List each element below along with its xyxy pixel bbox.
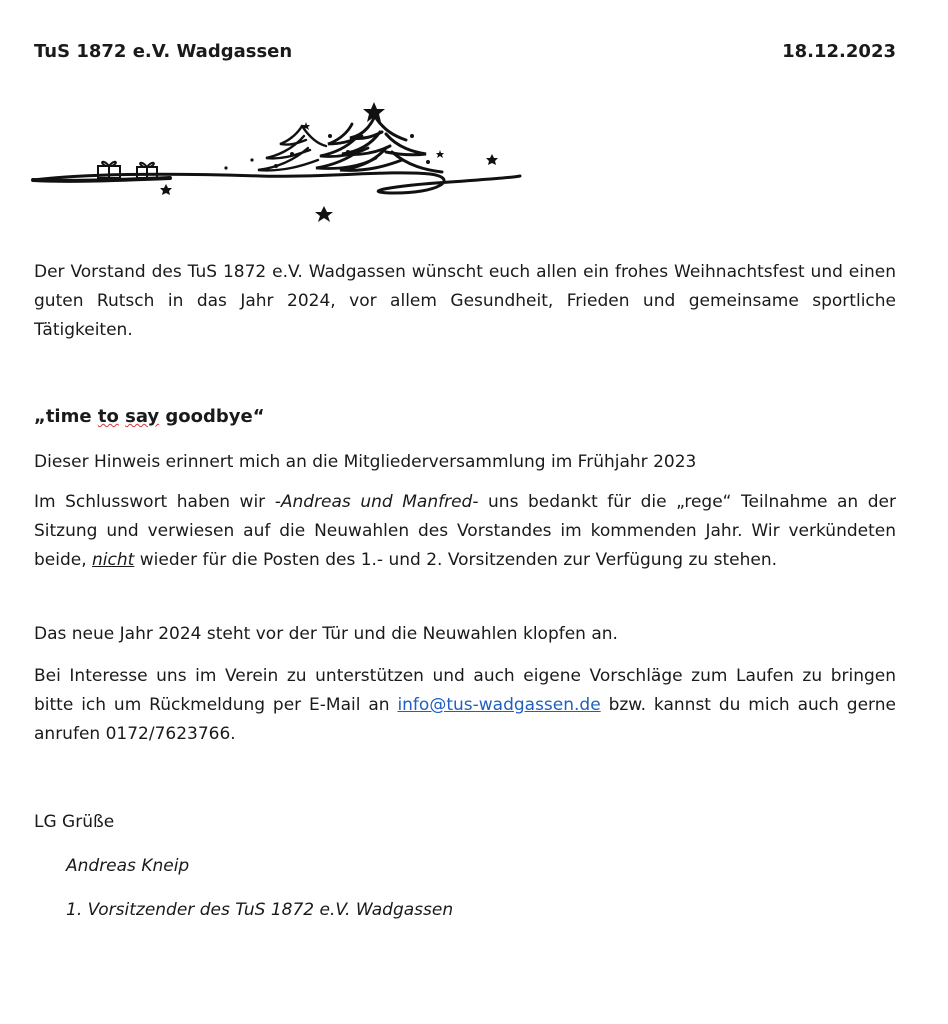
new-year-paragraph: Das neue Jahr 2024 steht vor der Tür und die Neuwahlen klopfen an. bbox=[34, 624, 618, 644]
interest-paragraph bbox=[34, 662, 896, 749]
closing-text-b: uns bedankt für die „rege“ Teilnahme an der Sitzung und verwiesen auf die Neuwahlen des Vorstandes im kommenden Jahr. Wir verkündeten beide, bbox=[34, 492, 896, 570]
closing-text-c: wieder für die Posten des 1.- und 2. Vorsitzenden zur Verfügung zu stehen. bbox=[134, 550, 777, 570]
greeting: LG Grüße bbox=[34, 812, 115, 832]
club-name: TuS 1872 e.V. Wadgassen bbox=[34, 40, 293, 62]
letter-header bbox=[34, 38, 896, 64]
heading-open: „time bbox=[34, 406, 98, 427]
christmas-trees-gifts-stars-icon bbox=[30, 96, 525, 224]
heading-word-say: say bbox=[125, 406, 160, 427]
signature-role: 1. Vorsitzender des TuS 1872 e.V. Wadgassen bbox=[66, 900, 454, 920]
email-link[interactable]: info@tus-wadgassen.de bbox=[397, 695, 601, 715]
heading-close: goodbye“ bbox=[159, 406, 265, 427]
letter-date: 18.12.2023 bbox=[782, 40, 896, 62]
section-heading bbox=[34, 402, 896, 431]
reminder-paragraph: Dieser Hinweis erinnert mich an die Mitgliederversammlung im Frühjahr 2023 bbox=[34, 452, 697, 472]
signature-name: Andreas Kneip bbox=[66, 856, 190, 876]
closing-text-a: Im Schlusswort haben wir bbox=[34, 492, 275, 512]
interest-text-a: Bei Interesse uns im Verein zu unterstützen und auch eigene Vorschläge zum Laufen zu bringen bitte ich um Rückmeldung per E-Mail an bbox=[34, 666, 896, 715]
intro-paragraph: Der Vorstand des TuS 1872 e.V. Wadgassen wünscht euch allen ein frohes Weihnachtsfest und einen guten Rutsch in das Jahr 2024, vor allem Gesundheit, Frieden und gemeinsame sportliche Tätigkeiten. bbox=[34, 262, 896, 340]
heading-word-to: to bbox=[97, 406, 119, 427]
closing-emphasis-nicht: nicht bbox=[92, 550, 135, 570]
closing-words-paragraph bbox=[34, 488, 896, 575]
interest-text-b: bzw. kannst du mich auch gerne anrufen 0172/7623766. bbox=[34, 695, 896, 744]
closing-names: -Andreas und Manfred- bbox=[274, 492, 479, 512]
